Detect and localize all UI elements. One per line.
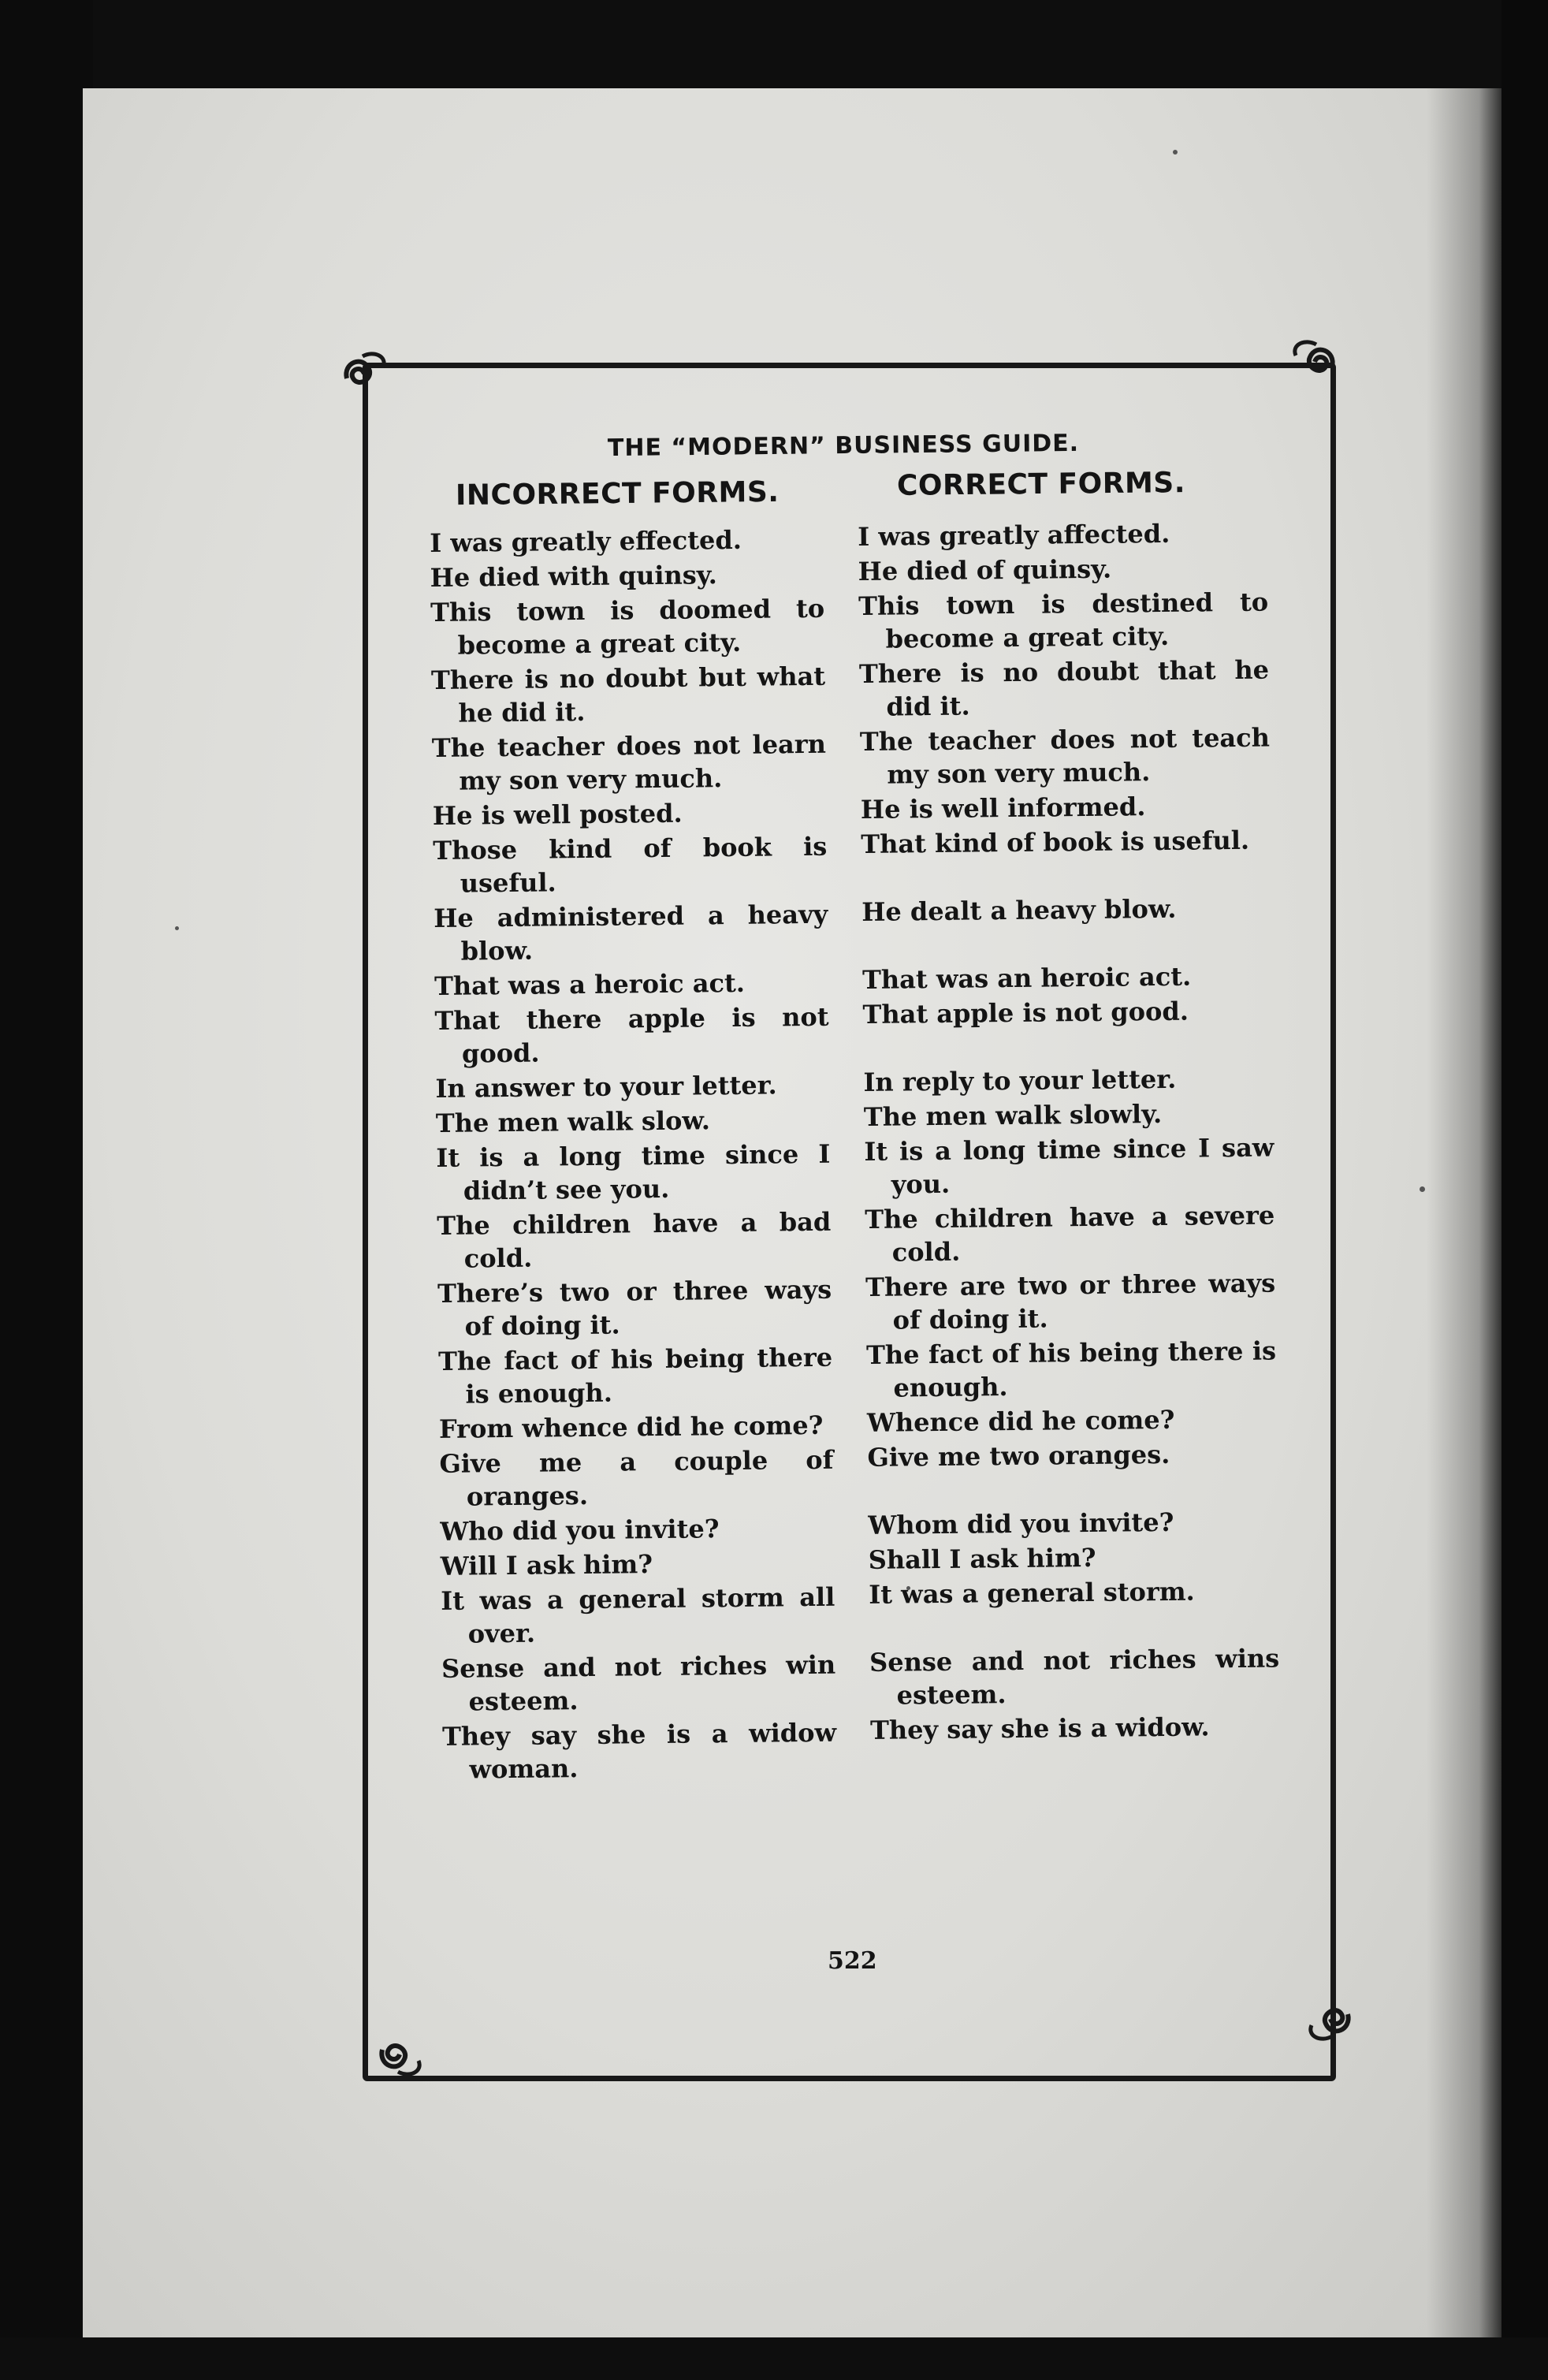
incorrect-form-entry: This town is doomed to become a great city. xyxy=(430,593,825,661)
incorrect-form-entry: That was a heroic act. xyxy=(434,967,746,1001)
correct-form-entry: That was an heroic act. xyxy=(861,961,1192,995)
correct-form-entry: There are two or three ways of doing it. xyxy=(865,1268,1276,1335)
film-border-bottom xyxy=(0,2337,1548,2380)
incorrect-form-entry: He is well posted. xyxy=(432,798,683,831)
correct-form-entry: The fact of his being there is enough. xyxy=(865,1335,1277,1403)
incorrect-form-entry: It is a long time since I didn’t see you. xyxy=(436,1138,831,1206)
incorrect-form-entry: Those kind of book is useful. xyxy=(433,831,828,899)
corner-ornament-icon xyxy=(339,347,394,402)
incorrect-form-entry: Who did you invite? xyxy=(440,1514,720,1547)
film-border-right xyxy=(1501,0,1548,2380)
correct-form-entry: The men walk slowly. xyxy=(863,1098,1163,1132)
incorrect-form-entry: That there apple is not good. xyxy=(434,1001,829,1069)
correct-form-entry: It was a general storm. xyxy=(869,1576,1195,1610)
corner-ornament-icon xyxy=(1285,335,1340,390)
correct-form-entry: Sense and not riches wins esteem. xyxy=(869,1643,1280,1711)
paper-speck xyxy=(1420,1186,1425,1192)
correct-form-entry: In reply to your letter. xyxy=(863,1063,1177,1097)
incorrect-forms-heading: INCORRECT FORMS. xyxy=(455,475,780,512)
incorrect-form-entry: He died with quinsy. xyxy=(430,560,718,593)
correct-form-entry: I was greatly affected. xyxy=(858,518,1170,552)
incorrect-form-entry: In answer to your letter. xyxy=(435,1070,777,1104)
correct-form-entry: Whom did you invite? xyxy=(868,1507,1174,1540)
film-border-top xyxy=(0,0,1548,93)
page-number: 522 xyxy=(828,1947,877,1975)
incorrect-form-entry: The men walk slow. xyxy=(435,1105,711,1138)
correct-form-entry: Give me two oranges. xyxy=(867,1439,1170,1473)
incorrect-form-entry: From whence did he come? xyxy=(438,1410,824,1444)
incorrect-form-entry: They say she is a widow woman. xyxy=(441,1717,837,1785)
correct-form-entry: It is a long time since I saw you. xyxy=(864,1132,1274,1200)
correct-form-entry: That kind of book is useful. xyxy=(861,825,1250,859)
correct-form-entry: There is no doubt that he did it. xyxy=(858,654,1270,722)
paper-speck xyxy=(1173,150,1178,155)
film-border-left xyxy=(0,0,93,2380)
correct-form-entry: He died of quinsy. xyxy=(858,553,1112,587)
incorrect-form-entry: There is no doubt but what he did it. xyxy=(430,661,826,728)
incorrect-form-entry: The children have a bad cold. xyxy=(437,1206,832,1274)
incorrect-form-entry: There’s two or three ways of doing it. xyxy=(437,1274,832,1342)
correct-form-entry: The children have a severe cold. xyxy=(865,1200,1275,1268)
incorrect-form-entry: The fact of his being there is enough. xyxy=(437,1342,833,1410)
corner-ornament-icon xyxy=(374,2026,430,2081)
running-head: THE “MODERN” BUSINESS GUIDE. xyxy=(607,429,1080,463)
incorrect-form-entry: He administered a heavy blow. xyxy=(434,899,828,967)
incorrect-form-entry: Give me a couple of oranges. xyxy=(439,1444,834,1512)
correct-form-entry: This town is destined to become a great city. xyxy=(858,587,1269,654)
spine-shadow xyxy=(1427,88,1501,2343)
incorrect-form-entry: I was greatly effected. xyxy=(430,524,742,558)
incorrect-form-entry: The teacher does not learn my son very much. xyxy=(431,728,827,796)
incorrect-form-entry: Will I ask him? xyxy=(440,1549,653,1581)
incorrect-form-entry: It was a general storm all over. xyxy=(441,1581,835,1649)
correct-form-entry: That apple is not good. xyxy=(862,996,1189,1030)
correct-form-entry: They say she is a widow. xyxy=(869,1711,1210,1745)
correct-forms-heading: CORRECT FORMS. xyxy=(896,467,1186,502)
correct-form-entry: He is well informed. xyxy=(860,791,1146,825)
correct-form-entry: Whence did he come? xyxy=(866,1404,1175,1438)
correct-form-entry: He dealt a heavy blow. xyxy=(861,893,1177,927)
corner-ornament-icon xyxy=(1301,1991,1356,2046)
correct-form-entry: Shall I ask him? xyxy=(868,1542,1096,1575)
incorrect-form-entry: Sense and not riches win esteem. xyxy=(441,1649,836,1717)
paper-speck xyxy=(175,926,179,930)
correct-form-entry: The teacher does not teach my son very much. xyxy=(859,722,1271,790)
